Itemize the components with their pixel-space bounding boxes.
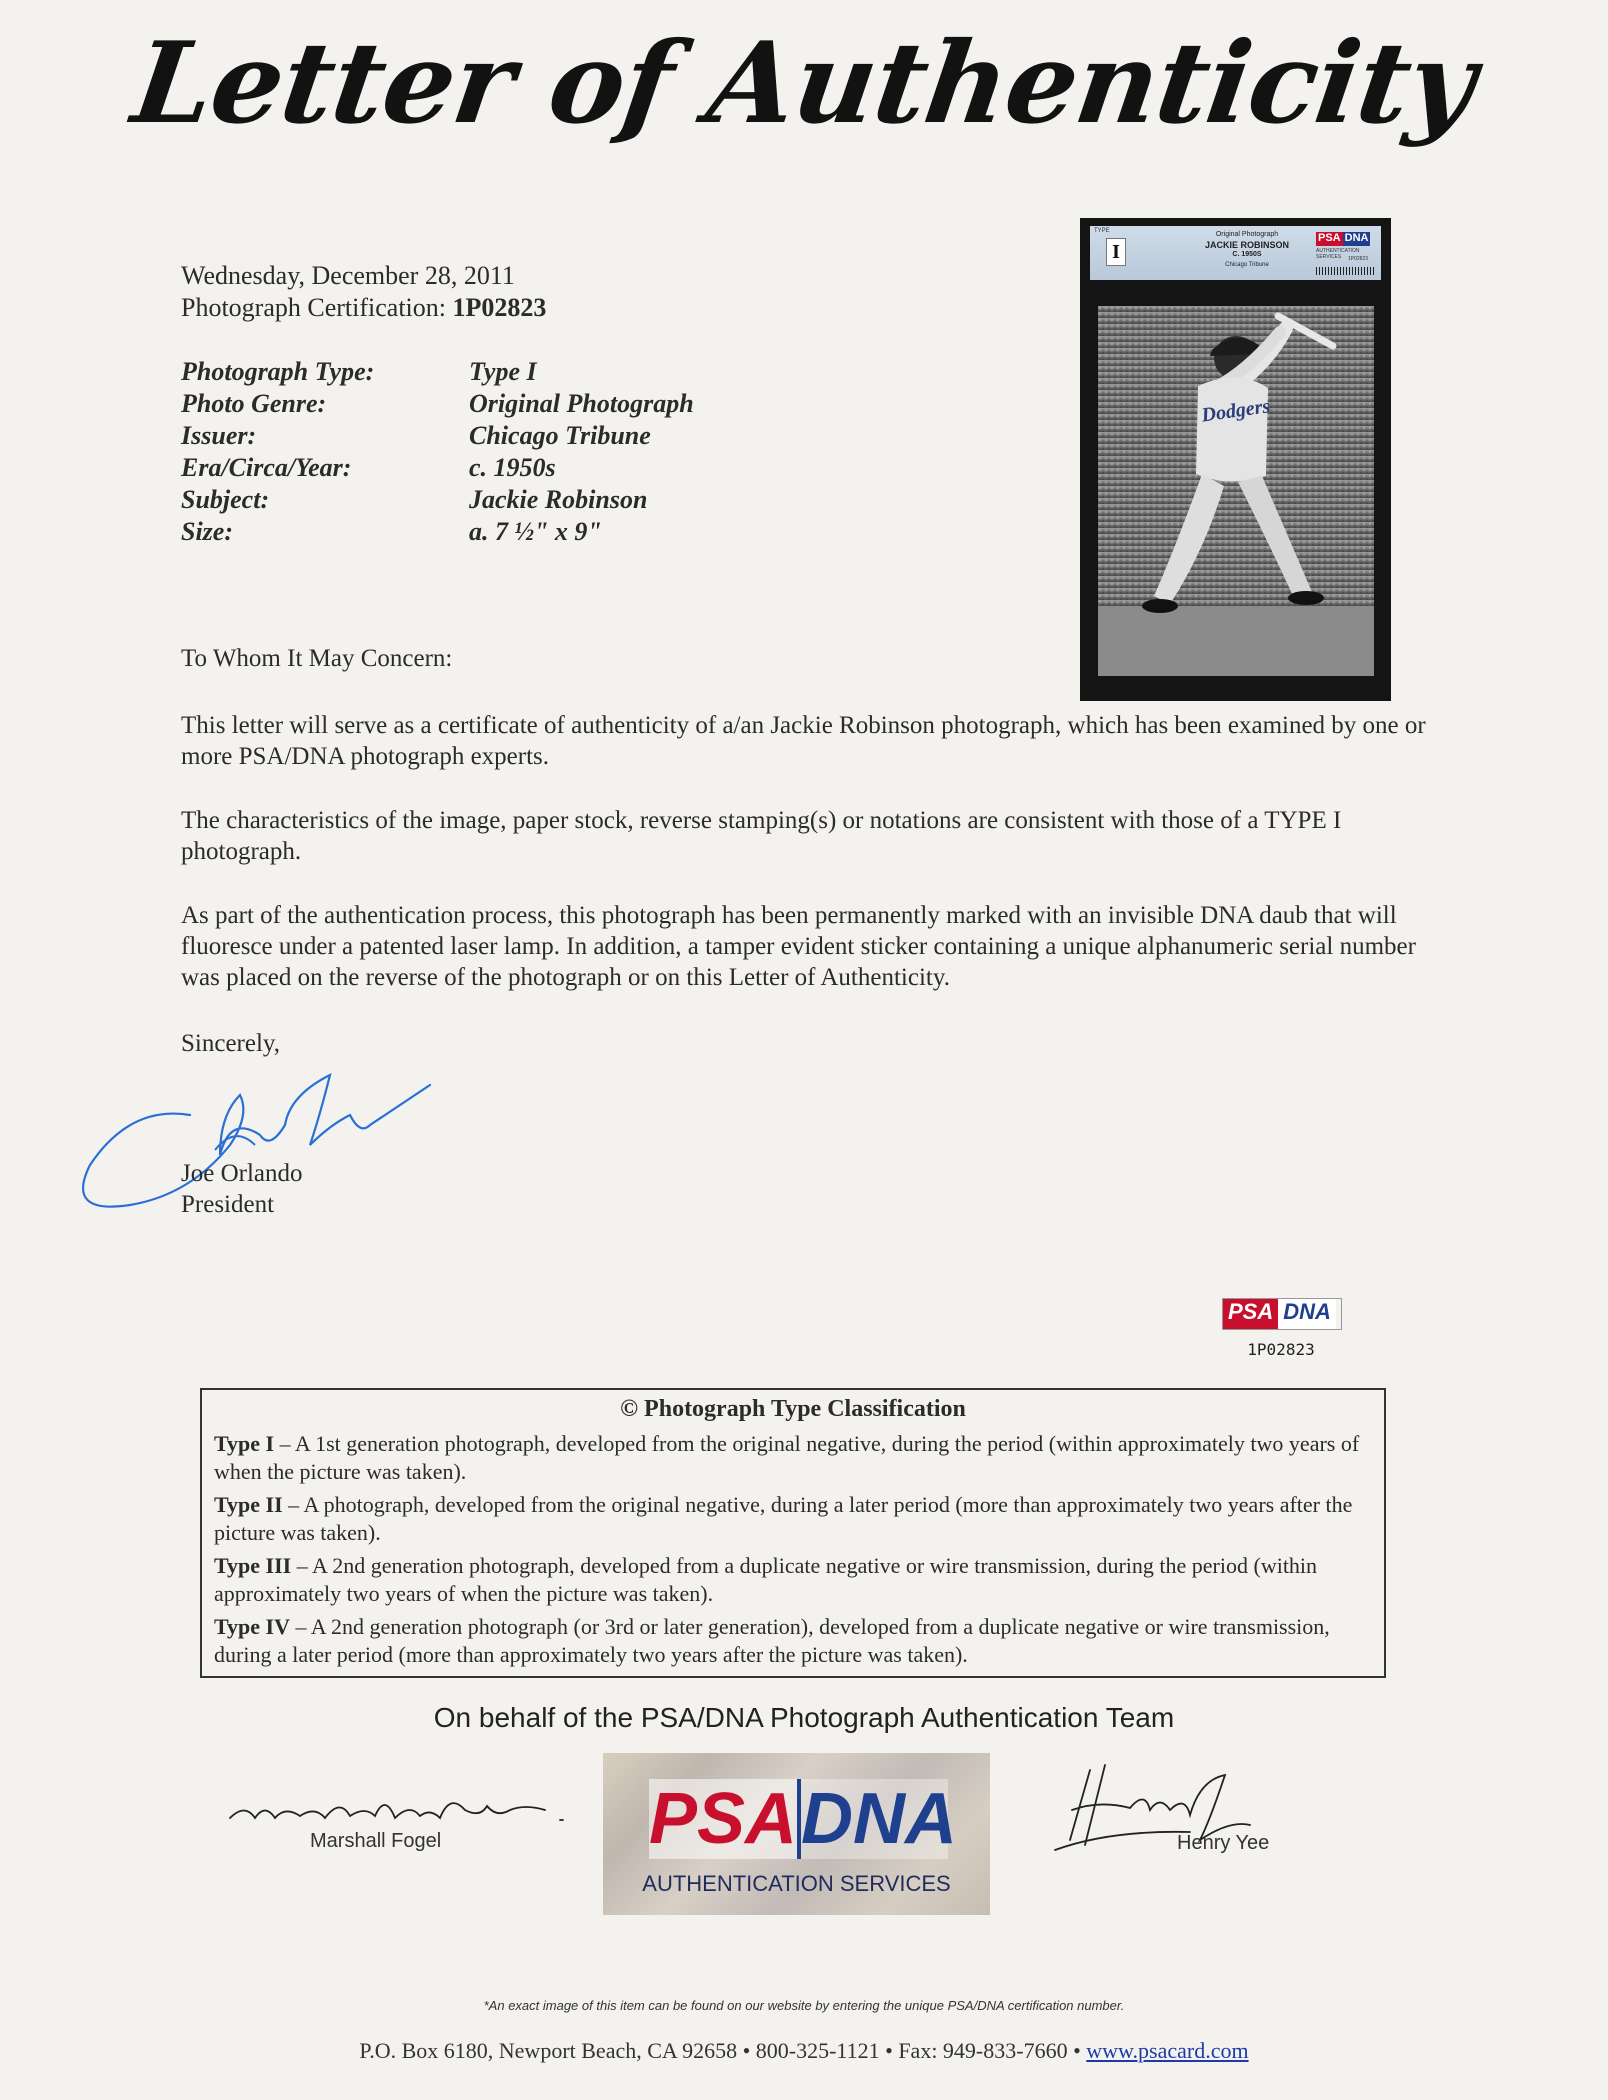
team-signer-fogel: Marshall Fogel — [310, 1830, 442, 1852]
classification-type: Type I — [214, 1431, 275, 1456]
detail-row — [181, 516, 694, 548]
detail-row — [181, 420, 694, 452]
letter-date: Wednesday, December 28, 2011 — [181, 261, 515, 290]
classification-item — [214, 1552, 1374, 1608]
slab-auth-text: AUTHENTICATION SERVICES — [1316, 248, 1360, 260]
body-paragraph: As part of the authentication process, this photograph has been permanently marked with an invisible DNA daub that will fluoresce under a patented laser lamp. In addition, a tamper evident sticker containing a unique alphanumeric serial number was placed on the reverse of the photograph or on this Letter of Authenticity. — [181, 902, 1416, 991]
classification-type: Type IV — [214, 1614, 290, 1639]
slab-label — [1090, 226, 1381, 280]
salutation: To Whom It May Concern: — [181, 645, 453, 672]
classification-text: – A 2nd generation photograph, developed from a duplicate negative or wire transmission, during the period (within approximately two years of when the picture was taken). — [214, 1553, 1318, 1606]
detail-value: Original Photograph — [469, 389, 694, 418]
closing: Sincerely, — [181, 1030, 281, 1057]
detail-value: a. 7 ½" x 9" — [469, 517, 602, 546]
slab-line-subject: JACKIE ROBINSON — [1204, 240, 1289, 250]
sticker-psa-dna-logo — [1222, 1298, 1342, 1330]
detail-row — [181, 452, 694, 484]
hologram-text: AUTHENTICATION SERVICES — [642, 1871, 951, 1896]
detail-label: Size: — [181, 517, 233, 546]
detail-label: Issuer: — [181, 421, 257, 450]
signer-block — [181, 1158, 303, 1220]
classification-text: – A photograph, developed from the original negative, during a later period (more than approximately two years after the picture was taken). — [214, 1492, 1353, 1545]
hologram-logo-dna: DNA — [801, 1779, 957, 1859]
detail-value: Jackie Robinson — [469, 485, 648, 514]
hologram-logo — [649, 1779, 957, 1859]
sticker-logo-psa: PSA — [1223, 1299, 1278, 1329]
website-link[interactable]: www.psacard.com — [1086, 2038, 1249, 2063]
hologram-logo-psa: PSA — [649, 1779, 801, 1859]
photo-details — [181, 356, 694, 548]
slab-psa-dna-logo — [1316, 232, 1374, 246]
signer-name: Joe Orlando — [181, 1160, 303, 1187]
detail-row — [181, 356, 694, 388]
detail-row — [181, 388, 694, 420]
letter-title: Letter of Authenticity — [125, 18, 1483, 149]
slab-type-tag: TYPE — [1094, 228, 1110, 234]
body-paragraph: This letter will serve as a certificate of authenticity of a/an Jackie Robinson photograph, which has been examined by one or more PSA/DNA photograph experts. — [181, 712, 1426, 770]
sticker-logo-dna: DNA — [1278, 1299, 1336, 1329]
sticker-serial: 1P02823 — [1247, 1340, 1315, 1359]
classification-type: Type II — [214, 1492, 283, 1517]
certification-number: 1P02823 — [452, 293, 547, 322]
address-text: P.O. Box 6180, Newport Beach, CA 92658 • 800-325-1121 • Fax: 949-833-7660 • — [359, 2038, 1087, 2063]
slab-logo-dna: DNA — [1344, 232, 1369, 244]
team-line: On behalf of the PSA/DNA Photograph Authentication Team — [433, 1702, 1175, 1733]
slab-line-genre: Original Photograph — [1215, 231, 1279, 238]
detail-value: c. 1950s — [469, 453, 556, 482]
jackie-robinson-photo — [1098, 306, 1374, 676]
signer-title: President — [181, 1191, 275, 1218]
classification-title: © Photograph Type Classification — [620, 1396, 966, 1422]
detail-label: Era/Circa/Year: — [181, 453, 352, 482]
detail-label: Photograph Type: — [181, 357, 375, 386]
detail-label: Photo Genre: — [181, 389, 327, 418]
certification-line — [181, 292, 546, 324]
classification-list — [214, 1430, 1374, 1674]
footer-address — [0, 2038, 1608, 2064]
slab-type: I — [1106, 238, 1126, 266]
footnote: *An exact image of this item can be found on our website by entering the unique PSA/DNA certification number. — [483, 1998, 1125, 2013]
slab-barcode — [1316, 267, 1374, 275]
slab-serial: 1P02823 — [1348, 256, 1369, 262]
certification-label: Photograph Certification: — [181, 293, 447, 322]
body-paragraph: The characteristics of the image, paper stock, reverse stamping(s) or notations are consistent with those of a TYPE I photograph. — [181, 807, 1342, 865]
classification-item — [214, 1430, 1374, 1486]
jersey-text: Dodgers — [1200, 395, 1272, 427]
slab-logo-psa: PSA — [1318, 232, 1341, 244]
batter-illustration — [1098, 306, 1374, 676]
classification-text: – A 2nd generation photograph (or 3rd or later generation), developed from a duplicate negative or wire transmission, during a later period (more than approximately two years after the picture was taken). — [214, 1614, 1330, 1667]
classification-item — [214, 1613, 1374, 1669]
classification-type: Type III — [214, 1553, 292, 1578]
classification-item — [214, 1491, 1374, 1547]
psa-dna-hologram — [603, 1753, 990, 1915]
detail-row — [181, 484, 694, 516]
slab-line-issuer: Chicago Tribune — [1225, 262, 1269, 268]
detail-value: Type I — [469, 357, 537, 386]
classification-text: – A 1st generation photograph, developed from the original negative, during the period (within approximately two years of when the picture was taken). — [214, 1431, 1360, 1484]
detail-label: Subject: — [181, 485, 270, 514]
detail-value: Chicago Tribune — [469, 421, 651, 450]
slab-description — [1182, 230, 1312, 270]
team-signer-yee: Henry Yee — [1177, 1832, 1270, 1854]
date-block — [181, 260, 546, 324]
slab-line-era: C. 1950S — [1232, 251, 1262, 258]
